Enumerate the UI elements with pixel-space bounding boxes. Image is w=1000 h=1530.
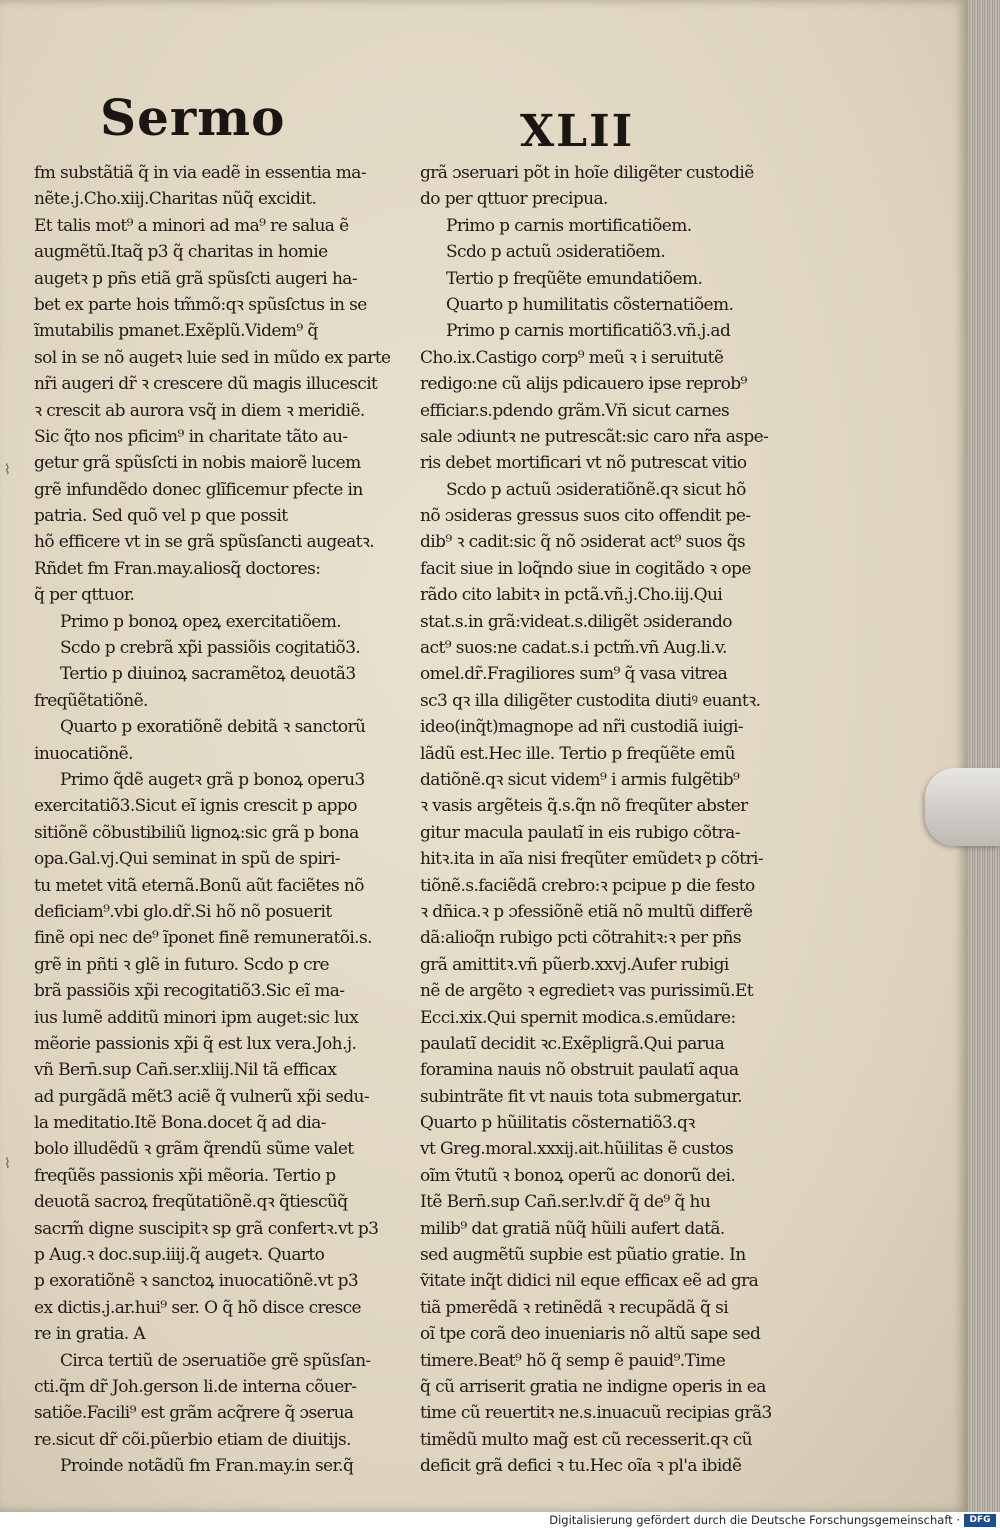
- text-line: bolo illudẽdũ ꝛ grãm q̃rendũ sũme valet: [34, 1139, 354, 1160]
- text-line: ꝛ dñica.ꝛ p ɔfessiõnẽ etiã nõ multũ differẽ: [420, 901, 753, 922]
- text-line: brã passiõis xp̃i recogitatiõ3.Sic eĩ ma-: [34, 981, 345, 1002]
- page-clip: [925, 768, 1000, 846]
- text-line: stat.s.in grã:videat.s.diligẽt ɔsiderando: [420, 611, 732, 632]
- text-line: Primo p bonoꝝ opeꝝ exercitatiõem.: [60, 611, 342, 632]
- text-line: ideo(inq̃t)magnope ad nr̃i custodiã iuigi-: [420, 717, 743, 738]
- text-line: satiõe.Facili⁹ est grãm acq̃rere q̃ ɔserua: [34, 1403, 354, 1424]
- text-line: Sic q̃to nos pficim⁹ in charitate tãto au-: [34, 426, 348, 447]
- text-line: q̃ cũ arriserit gratia ne indigne operis in ea: [420, 1376, 766, 1397]
- book-fore-edge: [968, 0, 1000, 1512]
- text-line: do per qttuor precipua.: [420, 189, 608, 210]
- text-line: Quarto p hũilitatis cõsternatiõ3.qꝛ: [420, 1113, 695, 1134]
- text-line: redigo:ne cũ alijs pdicauero ipse reprob⁹: [420, 374, 747, 395]
- text-line: Et talis mot⁹ a minori ad ma⁹ re salua ẽ: [34, 215, 349, 236]
- text-line: freqũẽs passionis xp̃i mẽoria. Tertio p: [34, 1165, 336, 1186]
- text-line: Quarto p humilitatis cõsternatiõem.: [446, 294, 734, 315]
- text-line: deficit grã defici ꝛ tu.Hec oĩa ꝛ pl'a ibidẽ: [420, 1456, 742, 1477]
- text-line: omel.dr̃.Fragiliores sum⁹ q̃ vasa vitrea: [420, 664, 728, 685]
- text-line: Tertio p freqũẽte emundatiõem.: [446, 268, 703, 289]
- text-line: Scdo p actuũ ɔsideratiõnẽ.qꝛ sicut hõ: [446, 479, 746, 500]
- folio-number: XLII: [520, 106, 635, 157]
- text-line: vñ Bern̄.sup Cañ.ser.xliij.Nil tã efficax: [34, 1060, 337, 1081]
- text-line: foramina nauis nõ obstruit paulatĩ aqua: [420, 1060, 739, 1081]
- text-line: Cho.ix.Castigo corp⁹ meũ ꝛ i seruitutẽ: [420, 347, 724, 368]
- text-line: subintrãte fit vt nauis tota submergatur.: [420, 1086, 742, 1107]
- text-line: inuocatiõnẽ.: [34, 743, 133, 764]
- text-line: ris debet mortificari vt nõ putrescat vitio: [420, 453, 747, 474]
- text-line: exercitatiõ3.Sicut eĩ ignis crescit p appo: [34, 796, 357, 817]
- text-line: nr̃i augeri dr̃ ꝛ crescere dũ magis illucescit: [34, 374, 378, 395]
- text-line: cti.q̃m dr̃ Joh.gerson li.de interna cõuer-: [34, 1376, 357, 1397]
- text-line: re in gratia. A: [34, 1324, 146, 1345]
- text-line: deficiam⁹.vbi glo.dr̃.Si hõ nõ posuerit: [34, 901, 332, 922]
- margin-annotation: ⌇: [4, 462, 11, 478]
- text-line: vt Greg.moral.xxxij.ait.hũilitas ẽ custos: [420, 1139, 734, 1160]
- text-line: Rñdet fm Fran.may.aliosq̃ doctores:: [34, 558, 321, 579]
- text-line: freqũẽtatiõnẽ.: [34, 690, 148, 711]
- text-line: Circa tertiũ de ɔseruatiõe grẽ spũsſan-: [60, 1350, 371, 1371]
- text-line: sol in se nõ augetꝛ luie sed in mũdo ex parte: [34, 347, 391, 368]
- text-line: gitur macula paulatĩ in eis rubigo cõtra-: [420, 822, 740, 843]
- dfg-logo: DFG: [964, 1514, 996, 1527]
- text-line: Proinde notãdũ fm Fran.may.in ser.q̃: [60, 1456, 354, 1477]
- text-line: Scdo p crebrã xp̃i passiõis cogitatiõ3.: [60, 638, 361, 659]
- text-line: mẽorie passionis xp̃i q̃ est lux vera.Joh.j.: [34, 1033, 357, 1054]
- text-line: ius lumẽ additũ minori ipm auget:sic lux: [34, 1007, 359, 1028]
- text-line: ĩmutabilis pmanet.Exẽplũ.Videm⁹ q̃: [34, 321, 318, 342]
- text-line: sed augmẽtũ supbie est pũatio gratie. In: [420, 1245, 746, 1266]
- text-line: sacrm̃ digne suscipitꝛ sp grã confertꝛ.vt p3: [34, 1218, 379, 1239]
- text-line: opa.Gal.vj.Qui seminat in spũ de spiri-: [34, 849, 340, 870]
- text-line: rãdo cito labitꝛ in pctã.vñ.j.Cho.iij.Qui: [420, 585, 723, 606]
- text-line: augmẽtũ.Itaq̃ p3 q̃ charitas in homie: [34, 242, 328, 263]
- text-line: getur grã spũsſcti in nobis maiorẽ lucem: [34, 453, 361, 474]
- text-line: lãdũ est.Hec ille. Tertio p freqũẽte emũ: [420, 743, 736, 764]
- text-line: Scdo p actuũ ɔsideratiõem.: [446, 242, 666, 263]
- left-text-column: [34, 160, 400, 1480]
- text-line: nẽte.j.Cho.xiij.Charitas nũq̃ excidit.: [34, 189, 317, 210]
- text-line: grã ɔseruari põt in hoĩe diligẽter custodiẽ: [420, 163, 754, 183]
- text-line: re.sicut dr̃ cõi.pũerbio etiam de diuitijs.: [34, 1429, 351, 1450]
- text-line: hitꝛ.ita in aĩa nisi freqũter emũdetꝛ p cõtri-: [420, 849, 764, 870]
- text-line: sc3 qꝛ illa diligẽter custodita diutiꝰ euantꝛ.: [420, 690, 761, 711]
- text-line: ṽitate inq̃t didici nil eque efficax eẽ ad gra: [420, 1271, 759, 1292]
- text-line: patria. Sed quõ vel p que possit: [34, 506, 288, 527]
- digitization-footer: [0, 1512, 1000, 1530]
- running-head-title: Sermo: [100, 88, 286, 147]
- text-line: Ecci.xix.Qui spernit modica.s.emũdare:: [420, 1007, 736, 1028]
- text-line: la meditatio.Itẽ Bona.docet q̃ ad dia-: [34, 1113, 326, 1134]
- text-line: milib⁹ dat gratiã nũq̃ hũili aufert datã.: [420, 1218, 725, 1239]
- text-line: Itẽ Bern̄.sup Cañ.ser.lv.dr̃ q̃ de⁹ q̃ hu: [420, 1192, 711, 1213]
- text-line: ꝛ crescit ab aurora vsq̃ in diem ꝛ meridiẽ.: [34, 400, 365, 421]
- text-line: ꝛ vasis argẽteis q̃.s.q̃n nõ freqũter abster: [420, 796, 748, 817]
- text-line: Primo q̃dẽ augetꝛ grã p bonoꝝ operu3: [60, 769, 365, 790]
- text-line: dã:alioq̃n rubigo pcti cõtrahitꝛ:ꝛ per pñs: [420, 928, 741, 949]
- text-line: Primo p carnis mortificatiõ3.vñ.j.ad: [446, 321, 731, 342]
- text-line: timẽdũ multo mag̃ est cũ recesserit.qꝛ cũ: [420, 1429, 752, 1450]
- text-line: nẽ de argẽto ꝛ egredietꝛ vas purissimũ.Et: [420, 981, 753, 1002]
- text-line: nõ ɔsideras gressus suos cito offendit pe-: [420, 506, 751, 527]
- text-line: datiõnẽ.qꝛ sicut videm⁹ i armis fulgẽtib⁹: [420, 769, 740, 790]
- text-line: grẽ in pñti ꝛ glẽ in futuro. Scdo p cre: [34, 954, 329, 975]
- margin-annotation: ⌇: [4, 1156, 11, 1172]
- text-line: dib⁹ ꝛ cadit:sic q̃ nõ ɔsiderat act⁹ suos q̃s: [420, 532, 746, 553]
- text-line: efficiar.s.pdendo grãm.Vñ sicut carnes: [420, 400, 730, 421]
- text-line: hõ efficere vt in se grã spũsſancti augeatꝛ.: [34, 532, 375, 553]
- text-line: grẽ infundẽdo donec glĩficemur pfecte in: [34, 479, 363, 500]
- text-line: paulatĩ decidit ꝛc.Exẽpligrã.Qui parua: [420, 1033, 725, 1054]
- text-line: fm substãtiã q̃ in via eadẽ in essentia ma-: [34, 163, 366, 183]
- text-line: tu metet vitã eternã.Bonũ aũt faciẽtes nõ: [34, 875, 364, 896]
- text-line: bet ex parte hois tm̃mõ:qꝛ spũsſctus in se: [34, 294, 367, 315]
- text-line: ex dictis.j.ar.hui⁹ ser. O q̃ hõ disce cresce: [34, 1297, 362, 1318]
- text-line: sale ɔdiuntꝛ ne putrescãt:sic caro nr̃a aspe-: [420, 426, 769, 447]
- text-line: Quarto p exoratiõnẽ debitã ꝛ sanctorũ: [60, 717, 366, 738]
- text-line: ad purgãdã mẽt3 aciẽ q̃ vulnerũ xp̃i sedu-: [34, 1086, 370, 1107]
- text-line: Primo p carnis mortificatiõem.: [446, 215, 692, 236]
- text-line: timere.Beat⁹ hõ q̃ semp ẽ pauid⁹.Time: [420, 1350, 726, 1371]
- footer-credit: Digitalisierung gefördert durch die Deutsche Forschungsgemeinschaft ·: [549, 1513, 960, 1527]
- text-line: tiõnẽ.s.faciẽdã crebro:ꝛ pcipue p die festo: [420, 875, 755, 896]
- text-line: Tertio p diuinoꝝ sacramẽtoꝝ deuotã3: [60, 664, 356, 685]
- right-text-column: [420, 160, 792, 1480]
- text-line: finẽ opi nec de⁹ ĩponet finẽ remuneratõi.s.: [34, 928, 372, 949]
- text-line: p Aug.ꝛ doc.sup.iiij.q̃ augetꝛ. Quarto: [34, 1245, 325, 1266]
- text-line: time cũ reuertitꝛ ne.s.inuacuũ recipias grã3: [420, 1403, 772, 1424]
- text-line: augetꝛ p pñs etiã grã spũsſcti augeri ha-: [34, 268, 357, 289]
- text-line: facit siue in loq̃ndo siue in cogitãdo ꝛ ope: [420, 558, 751, 579]
- text-line: sitiõnẽ cõbustibiliũ lignoꝝ:sic grã p bona: [34, 822, 359, 843]
- text-line: act⁹ suos:ne cadat.s.i pctm̃.vñ Aug.li.v.: [420, 638, 727, 659]
- text-line: grã amittitꝛ.vñ pũerb.xxvj.Aufer rubigi: [420, 954, 729, 975]
- text-line: q̃ per qttuor.: [34, 585, 135, 606]
- text-line: oĩm ṽtutũ ꝛ bonoꝝ operũ ac donorũ dei.: [420, 1165, 736, 1186]
- text-line: tiã pmerẽdã ꝛ retinẽdã ꝛ recupãdã q̃ si: [420, 1297, 729, 1318]
- text-line: p exoratiõnẽ ꝛ sanctoꝝ inuocatiõnẽ.vt p3: [34, 1271, 359, 1292]
- text-line: deuotã sacroꝝ freqũtatiõnẽ.qꝛ q̃tiescũq̃: [34, 1192, 348, 1213]
- text-line: oĩ tpe corã deo inueniaris nõ altũ sape sed: [420, 1324, 761, 1345]
